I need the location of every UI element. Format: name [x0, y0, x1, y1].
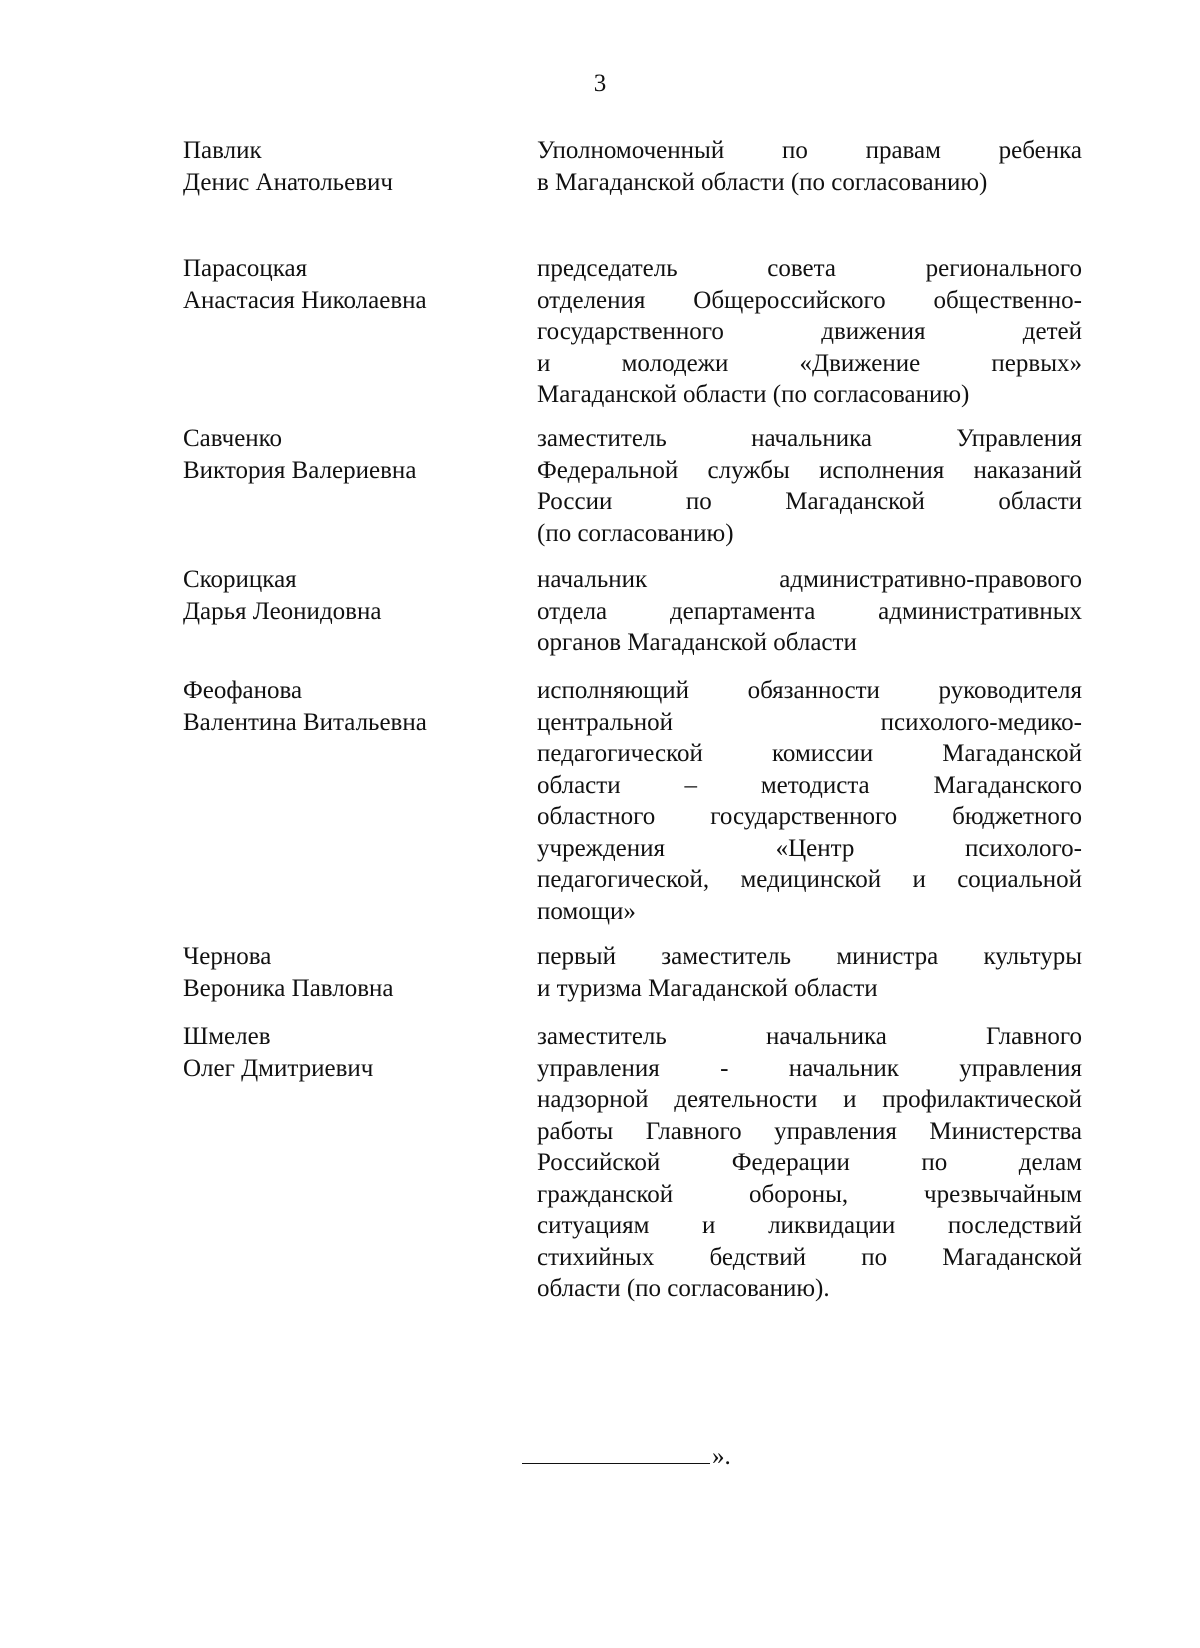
text-line: отдела департамента административных	[537, 597, 1082, 625]
person-name	[183, 941, 503, 1004]
text-line: педагогической комиссии Магаданской	[537, 740, 1082, 767]
text-line: (по согласованию)	[537, 519, 734, 547]
given-name: Валентина Витальевна	[183, 708, 427, 736]
text-line: стихийных бедствий по Магаданской	[537, 1243, 1082, 1271]
given-name: Олег Дмитриевич	[183, 1054, 374, 1082]
text-line: Федеральной службы исполнения наказаний	[537, 456, 1082, 484]
text-line: надзорной деятельности и профилактической	[537, 1086, 1082, 1113]
given-name: Денис Анатольевич	[183, 168, 393, 196]
position-description	[537, 135, 1082, 198]
text-line: гражданской обороны, чрезвычайным	[537, 1180, 1082, 1208]
surname: Савченко	[183, 425, 283, 452]
position-description	[537, 1021, 1082, 1305]
position-description	[537, 564, 1082, 659]
person-name	[183, 135, 503, 198]
surname: Скорицкая	[183, 566, 297, 593]
text-line: области – методиста Магаданского	[537, 771, 1082, 799]
position-description	[537, 675, 1082, 927]
given-name: Анастасия Николаевна	[183, 286, 427, 314]
text-line: и туризма Магаданской области	[537, 974, 878, 1002]
text-line: государственного движения детей	[537, 318, 1082, 345]
text-line: Уполномоченный по правам ребенка	[537, 137, 1082, 164]
text-line: областного государственного бюджетного	[537, 803, 1082, 830]
closing-line	[522, 1441, 731, 1473]
text-line: и молодежи «Движение первых»	[537, 349, 1082, 377]
text-line: заместитель начальника Главного	[537, 1023, 1082, 1050]
signature-rule	[522, 1463, 710, 1464]
text-line: ситуациям и ликвидации последствий	[537, 1212, 1082, 1239]
text-line: отделения Общероссийского общественно-	[537, 286, 1082, 314]
text-line: Российской Федерации по делам	[537, 1149, 1082, 1176]
position-description	[537, 253, 1082, 411]
closing-quote: ».	[712, 1443, 731, 1470]
text-line: в Магаданской области (по согласованию)	[537, 168, 988, 196]
position-description	[537, 941, 1082, 1004]
text-line: председатель совета регионального	[537, 255, 1082, 282]
person-name	[183, 253, 503, 316]
position-description	[537, 423, 1082, 549]
text-line: России по Магаданской области	[537, 488, 1082, 515]
surname: Феофанова	[183, 677, 303, 704]
given-name: Дарья Леонидовна	[183, 597, 382, 625]
text-line: Магаданской области (по согласованию)	[537, 381, 970, 408]
person-name	[183, 1021, 503, 1084]
text-line: учреждения «Центр психолого-	[537, 834, 1082, 862]
given-name: Вероника Павловна	[183, 974, 394, 1002]
text-line: первый заместитель министра культуры	[537, 943, 1082, 970]
text-line: управления - начальник управления	[537, 1054, 1082, 1082]
person-name	[183, 675, 503, 738]
surname: Парасоцкая	[183, 255, 308, 282]
surname: Шмелев	[183, 1023, 271, 1050]
text-line: начальник административно-правового	[537, 566, 1082, 593]
surname: Павлик	[183, 137, 262, 164]
text-line: исполняющий обязанности руководителя	[537, 677, 1082, 704]
text-line: заместитель начальника Управления	[537, 425, 1082, 452]
person-name	[183, 564, 503, 627]
surname: Чернова	[183, 943, 272, 970]
text-line: помощи»	[537, 897, 636, 925]
page-number: 3	[593, 70, 607, 97]
text-line: педагогической, медицинской и социальной	[537, 866, 1082, 893]
person-name	[183, 423, 503, 486]
text-line: центральной психолого-медико-	[537, 708, 1082, 736]
text-line: области (по согласованию).	[537, 1275, 830, 1302]
text-line: работы Главного управления Министерства	[537, 1117, 1082, 1145]
given-name: Виктория Валериевна	[183, 456, 417, 484]
text-line: органов Магаданской области	[537, 629, 857, 656]
